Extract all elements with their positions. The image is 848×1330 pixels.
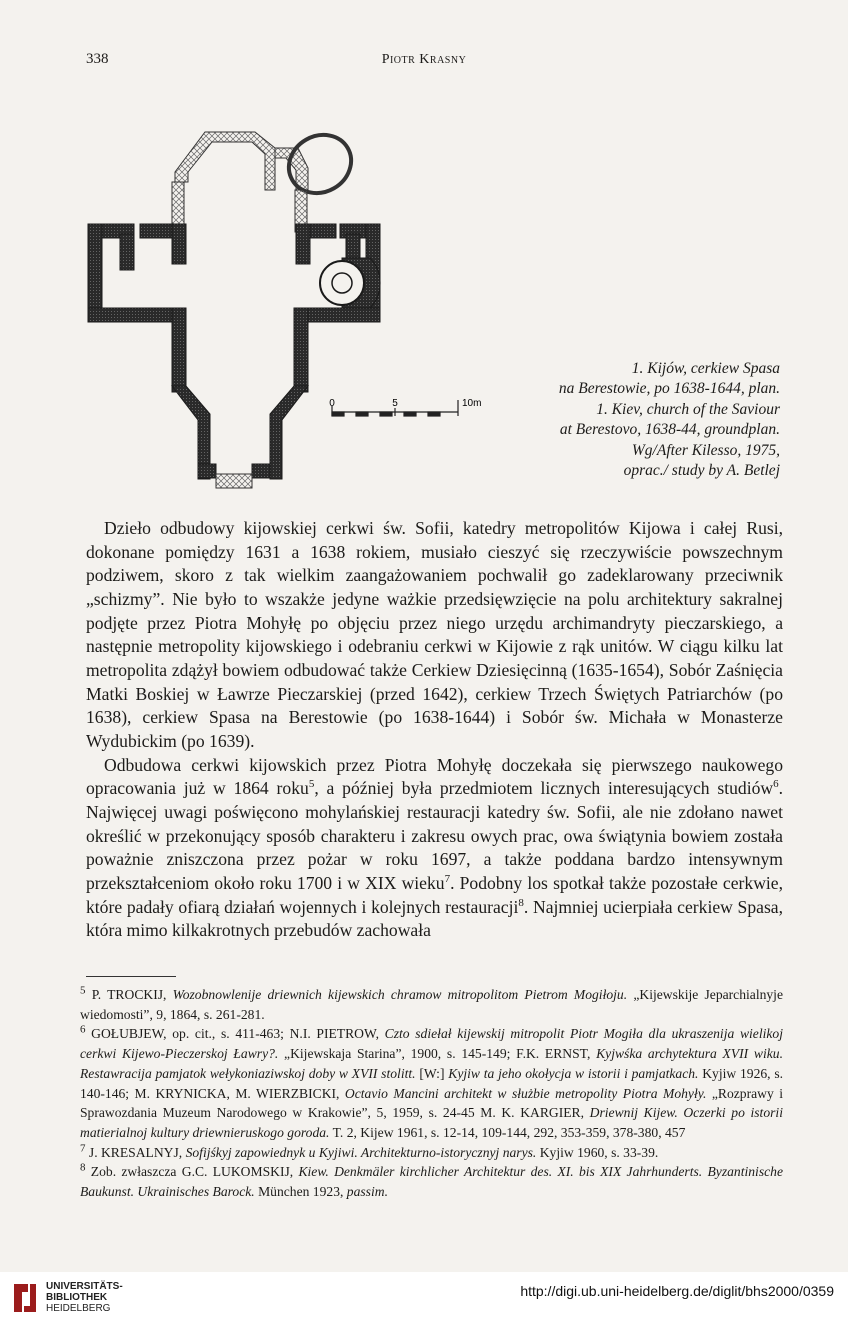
church-groundplan-figure bbox=[80, 124, 490, 504]
oval-chapel bbox=[278, 124, 361, 204]
scale-label-5: 5 bbox=[392, 398, 398, 409]
footnote-ref-6[interactable]: 6 bbox=[773, 778, 779, 791]
footnotes bbox=[80, 985, 783, 1202]
footnote-7: $^7$ J. KRESALNYJ, Sofijśkyj zapowiednyk u Kyjiwi. Architekturno-istorycznyj narys. Kyjiw 1960, s. 33-39. bbox=[80, 1142, 659, 1160]
viewer-footer bbox=[0, 1272, 848, 1330]
scale-label-10m: 10m bbox=[462, 398, 482, 409]
paragraph-2: Odbudowa cerkwi kijowskich przez Piotra Mohyłę doczekała się pierwszego naukowego opracowania już w 1864 roku$^5$, a później była przedmiotem licznych interesujących studiów$^6$. Najwięcej uwagi poświęcono mohylańskiej restauracji katedry św. Sofii, ale nie zdołano nawet określić w przekonujący sposób charakteru i zakresu owych prac, owa świątynia bowiem została poważnie zniszczona przez pożar w roku 1697, a także poddana bardzo intensywnym przekształceniom około roku 1700 i w XIX wieku$^7$. Podobny los spotkał także pozostałe cerkwie, które padały ofiarą działań wojennych i kolejnych restauracji$^8$. Najmniej ucierpiała cerkiew Spasa, która mimo kilkakrotnych przebudów zachowała bbox=[86, 754, 784, 941]
body-text bbox=[86, 517, 783, 943]
footnote-6: $^6$ GOŁUBJEW, op. cit., s. 411-463; N.I. PIETROW, Czto sdiełał kijewskij mitropolit Piotr Mogiła dla ukraszenija wielikoj cerkwi Kijewo-Pieczerskoj Ławry?. „Kijewskaja Starina”, 1900, s. 145-149; F.K. ERNST, Kyjwśka archytektura XVII wiku. Restawracija pamjatok wełykoniaziwskoj doby w XVII stolitt. [W:] Kyjiw ta jeho okołycja w istorii i pamjatkach. Kyjiw 1926, s. 140-146; M. KRYNICKA, M. WIERZBICKI, Octavio Mancini architekt w służbie metropolity Piotra Mohyły. „Rozprawy i Sprawozdania Muzeum Narodowego w Krakowie”, 5, 1959, s. 24-45 M. K. KARGIER, Driewnij Kijew. Oczerki po istorii matierialnoj kultury driewnieruskogo goroda. T. 2, Kijew 1961, s. 12-14, 109-144, 292, 353-359, 378-380, 457 bbox=[80, 1023, 784, 1140]
footnote-ref-5[interactable]: 5 bbox=[308, 778, 315, 791]
page-number: 338 bbox=[86, 51, 109, 67]
library-name[interactable]: UNIVERSITÄTS- BIBLIOTHEK HEIDELBERG bbox=[46, 1281, 123, 1314]
library-logo-icon[interactable] bbox=[10, 1278, 40, 1318]
footnote-ref-8[interactable]: 8 bbox=[518, 896, 524, 909]
figure-caption: 1. Kijów, cerkiew Spasa na Berestowie, po 1638-1644, plan. 1. Kiev, church of the Saviour at Berestovo, 1638-44, groundplan. Wg/After Kilesso, 1975, oprac./ study by A. Betlej bbox=[558, 360, 780, 480]
running-head: Piotr Krasny bbox=[381, 52, 467, 67]
permalink-url[interactable]: http://digi.ub.uni-heidelberg.de/diglit/bhs2000/0359 bbox=[520, 1283, 834, 1299]
east-apse-hatched bbox=[175, 132, 275, 190]
footnote-8: $^8$ Zob. zwłaszcza G.C. LUKOMSKIJ, Kiew. Denkmäler kirchlicher Architektur des. XI. bis XIX Jahrhunderts. Byzantinische Baukunst. Ukrainisches Barock. München 1923, passim. bbox=[80, 1161, 783, 1200]
paragraph-1: Dzieło odbudowy kijowskiej cerkwi św. Sofii, katedry metropolitów Kijowa i całej Rusi, dokonane pomiędzy 1631 a 1638 rokiem, musiało cieszyć się rzeczywiście powszechnym podziwem, skoro z tak wielkim zaangażowaniem pochwalił go zadeklarowany przeciwnik „schizmy”. Nie było to wszakże jedyne ważkie przedsięwzięcie na polu architektury sakralnej podjęte przez Piotra Mohyłę po objęciu przez niego urzędu archimandryty pieczarskiego, a następnie metropolity kijowskiego i odebraniu cerkwi w Kijowie z rąk unitów. W ciągu kilku lat metropolita zdążył bowiem odbudować także Cerkiew Dziesięcinną (1635-1654), Sobór Zaśnięcia Matki Boskiej w Ławrze Pieczarskiej (przed 1642), cerkiew Trzech Świętych Patriarchów (po 1638), cerkiew Spasa na Berestowie (po 1638-1644) i Sobór św. Michała w Monasterze Wydubickim (po 1639). bbox=[86, 518, 783, 751]
footnote-separator bbox=[86, 976, 176, 977]
scale-label-0: 0 bbox=[329, 398, 335, 409]
footnote-5: $^5$ P. TROCKIJ, Wozobnowlenije driewnich kijewskich chramow mitropolitom Pietrom Mogiłoju. „Kijewskije Jeparchialnyje wiedomosti”, 9, 1864, s. 261-281. bbox=[80, 984, 783, 1022]
footnote-ref-7[interactable]: 7 bbox=[444, 872, 451, 885]
